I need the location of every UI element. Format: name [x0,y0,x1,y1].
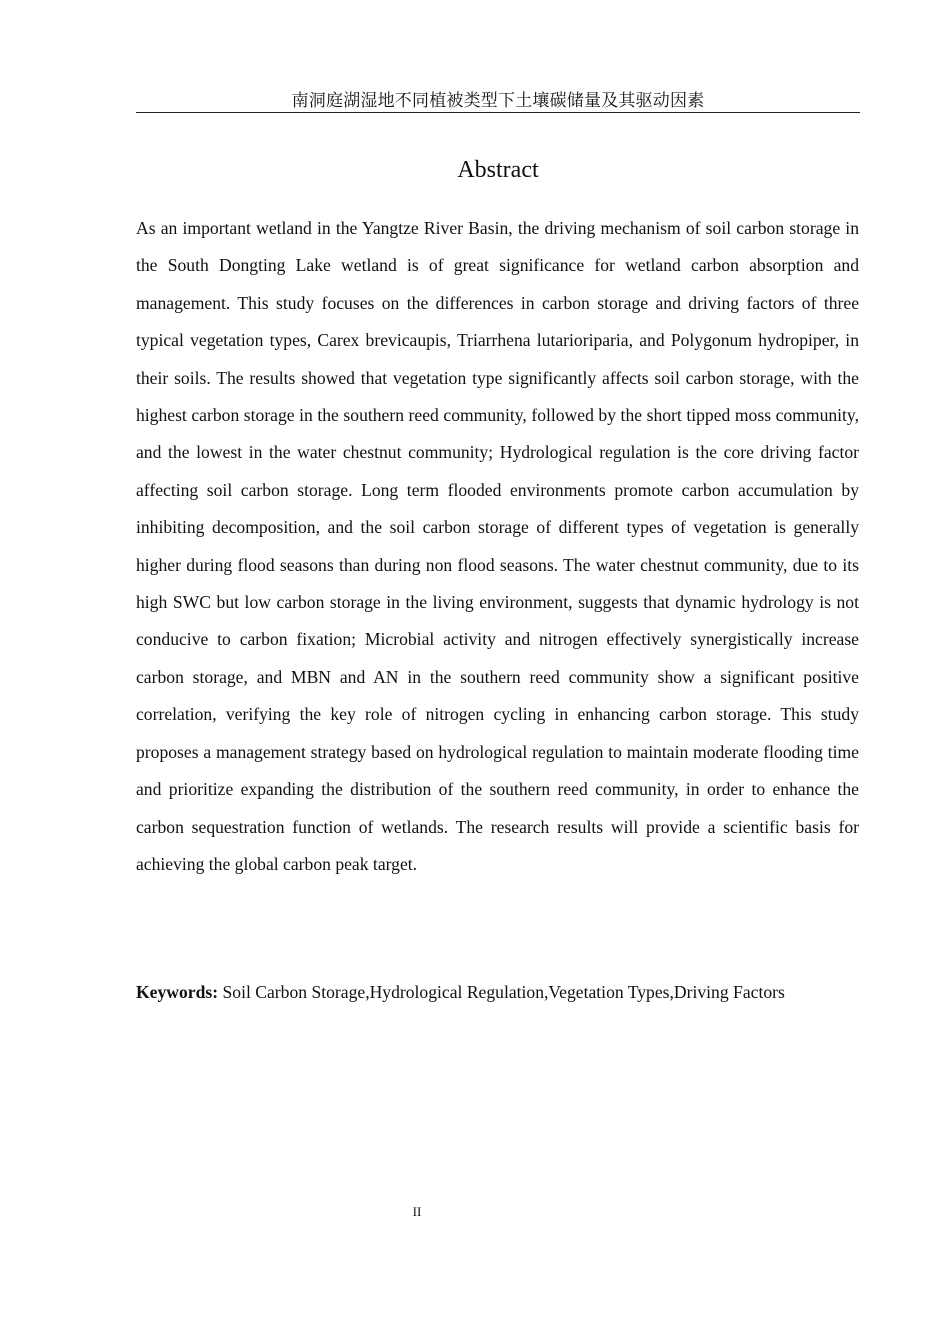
abstract-title: Abstract [457,157,539,183]
keywords-text: Soil Carbon Storage,Hydrological Regulation,Vegetation Types,Driving Factors [222,982,785,1002]
keywords-line [136,974,860,1010]
page-number: II [412,1204,422,1219]
abstract-body: As an important wetland in the Yangtze River Basin, the driving mechanism of soil carbon storage in the South Dongting Lake wetland is of great significance for wetland carbon absorption and management. This study focuses on the differences in carbon storage and driving factors of three typical vegetation types, Carex brevicaupis, Triarrhena lutarioriparia, and Polygonum hydropiper, in their soils. The results showed that vegetation type significantly affects soil carbon storage, with the highest carbon storage in the southern reed community, followed by the short tipped moss community, and the lowest in the water chestnut community; Hydrological regulation is the core driving factor affecting soil carbon storage. Long term flooded environments promote carbon accumulation by inhibiting decomposition, and the soil carbon storage of different types of vegetation is generally higher during flood seasons than during non flood seasons. The water chestnut community, due to its high SWC but low carbon storage in the living environment, suggests that dynamic hydrology is not conducive to carbon fixation; Microbial activity and nitrogen effectively synergistically increase carbon storage, and MBN and AN in the southern reed community show a significant positive correlation, verifying the key role of nitrogen cycling in enhancing carbon storage. This study proposes a management strategy based on hydrological regulation to maintain moderate flooding time and prioritize expanding the distribution of the southern reed community, in order to enhance the carbon sequestration function of wetlands. The research results will provide a scientific basis for achieving the global carbon peak target. [136,218,859,874]
running-header: 南洞庭湖湿地不同植被类型下土壤碳储量及其驱动因素 [136,90,860,113]
keywords-label: Keywords: [136,982,219,1002]
